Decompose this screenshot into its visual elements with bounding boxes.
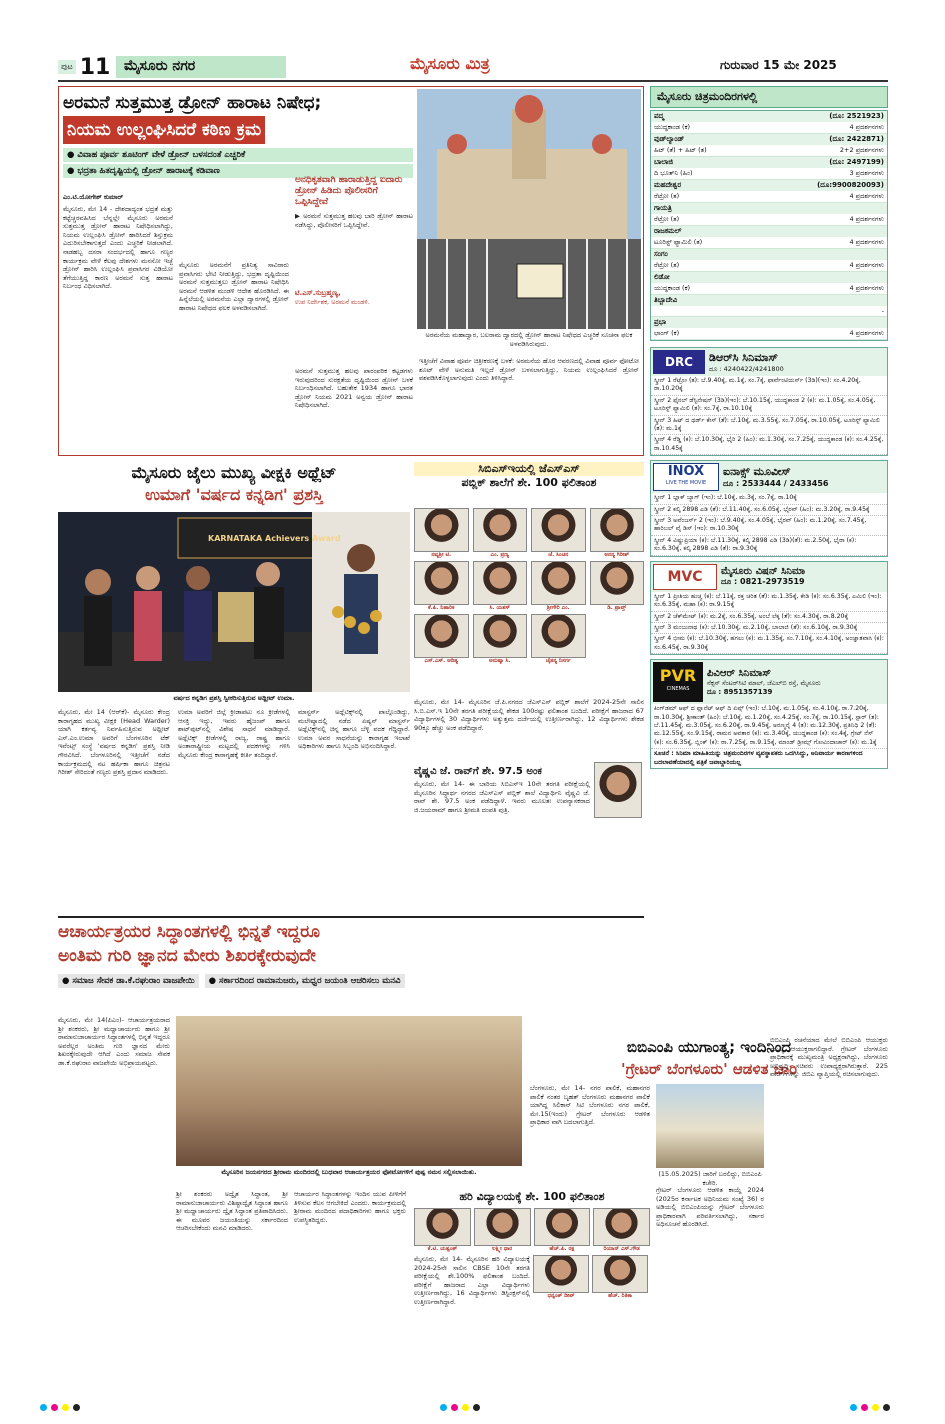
- cyan-dot-icon: [850, 1404, 857, 1411]
- drc-screen-2: ಸ್ಕ್ರೀನ್ 2 ಫೈನಲ್ ಡೆಸ್ಟಿನೇಷನ್ (3ಡಿ)(ಇಂ): ಬೆ.10.15ಕ್ಕೆ, ಯುದ್ಧಕಾಂಡ 2 (ಕ): ಮ.1.05ಕ್ಕೆ, ಸಂ.4.05ಕ್ಕೆ, ಟೂರಿಸ್ಟ್ ಫ್ಯಾಮಿಲಿ (ತ): ಸಂ.7ಕ್ಕೆ, ರಾ.10.10ಕ್ಕೆ: [651, 396, 887, 416]
- theatre-block-0: [651, 111, 887, 134]
- award-banner-text: KARNATAKA Achievers Award: [208, 534, 341, 543]
- drc-screen-1: ಸ್ಕ್ರೀನ್ 1 ರೆಟ್ರೋ (ತ): ಬೆ.9.40ಕ್ಕೆ, ಮ.1ಕ್ಕೆ, ಸಂ.7ಕ್ಕೆ, ಫಾರ್ವೆಂಟಿಯರ್ಸ್ (3ಡಿ)(ಇಂ): ಸಂ.4.20ಕ್ಕೆ, ರಾ.10.20ಕ್ಕೆ: [651, 376, 887, 396]
- drc-logo: DRC: [653, 350, 705, 374]
- student-name: ಚೈತನ್ಯ ನಿಸರ್ಗ: [545, 658, 571, 664]
- cyan-dot-icon: [440, 1404, 447, 1411]
- student-card: [414, 508, 469, 559]
- pvr-header: [651, 660, 887, 704]
- bbmp-headline-line1: ಬಿಬಿಎಂಪಿ ಯುಗಾಂತ್ಯ; ಇಂದಿನಿಂದ: [626, 1038, 792, 1056]
- mvc-screen-4: ಸ್ಕ್ರೀನ್ 4 ಭೀಮ (ಕ): ಬೆ.10.30ಕ್ಕೆ, ಹಗಲು (ಕ): ಮ.1.35ಕ್ಕೆ, ಸಂ.7.10ಕ್ಕೆ, ಸಂ.4.10ಕ್ಕೆ, ಅಂಜ್ಞಾತವಾಸಿ (ಕ): ಸಂ.6.45ಕ್ಕೆ, ರಾ.9.30ಕ್ಕೆ: [651, 634, 887, 654]
- mvc-name: ಮೈಸೂರು ವಿಷನ್ ಸಿನಿಮಾ: [721, 566, 806, 578]
- mvc-screen-3: ಸ್ಕ್ರೀನ್ 3 ಮಂಜುನಾಥ (ಕ): ಬೆ.10.30ಕ್ಕೆ, ಮ.2.10ಕ್ಕೆ, ಬಾಲಾಜಿ (ತೆ): ಸಂ.6.10ಕ್ಕೆ, ರಾ.9.30ಕ್ಕೆ: [651, 623, 887, 634]
- student-card: [414, 614, 469, 665]
- theatre-block-8: [651, 295, 887, 317]
- acharya-headline-line2: ಅಂತಿಮ ಗುರಿ ಜ್ಞಾನದ ಮೇರು ಶಿಖರಕ್ಕೇರುವುದೇ: [58, 946, 316, 966]
- cbse-story: [414, 462, 644, 912]
- student-card: [531, 561, 586, 612]
- inox-tagline: LIVE THE MOVIE: [665, 480, 707, 487]
- theatre-block-3: [651, 180, 887, 203]
- student-card: [473, 614, 528, 665]
- student-card: [590, 508, 645, 559]
- inset-byline: ಟಿ.ಎಸ್.ಸುಬ್ರಹ್ಮಣ್ಯ,: [295, 289, 341, 298]
- student-name: ನವ್ಯಶ್ರೀ ಟಿ.: [431, 552, 452, 558]
- theatre-shows: 3 ಪ್ರದರ್ಶನಗಳು: [849, 169, 884, 177]
- student-name: ಹೆಚ್.ಪಿ. ರಕ್ಷ: [549, 1246, 575, 1252]
- theatre-list: [650, 110, 888, 341]
- palace-photo-caption: ಅರಮನೆಯ ಮಹಾದ್ವಾರ, ಬಲರಾಮ ದ್ವಾರದಲ್ಲಿ ಡ್ರೋನ್ ಹಾರಾಟ ನಿಷೇಧದ ಎಚ್ಚರಿಕೆ ಸೂಚನಾ ಫಲಕ ಅಳವಡಿಸಿರುವುದು.: [425, 331, 633, 348]
- lead-bullet-2-text: ಭದ್ರತಾ ಹಿತದೃಷ್ಟಿಯಲ್ಲಿ ಡ್ರೋನ್ ಹಾರಾಟಕ್ಕೆ ಕಡಿವಾಣ: [77, 166, 220, 176]
- lead-inset: [295, 175, 413, 365]
- palace-photo: [417, 89, 641, 329]
- theatre-name: ಪ್ರಭಾ: [654, 318, 667, 326]
- theatre-block-1: [651, 134, 887, 157]
- student-photo: [474, 1208, 531, 1246]
- inox-screen-4: ಸ್ಕ್ರೀನ್ 4 ವಿಷ್ಣುಪ್ರಿಯಾ (ಕ): ಬೆ.11.30ಕ್ಕೆ, ಕಲ್ಕಿ 2898 ಎಡಿ (3ಡಿ)(ತೆ): ಮ.2.50ಕ್ಕೆ, ಭೈರಾ (ಕ): ಸಂ.6.30ಕ್ಕೆ, ಕಲ್ಕಿ 2898 ಎಡಿ (ತೆ): ರಾ.9.30ಕ್ಕೆ: [651, 536, 887, 556]
- paper-name: ಮೈಸೂರು ಮಿತ್ರ: [410, 54, 490, 73]
- acharya-col-2: ಶ್ರೀ ಶಂಕರರು ಅದ್ವೈತ ಸಿದ್ಧಾಂತ, ಶ್ರೀ ರಾಮಾನುಜಾಚಾರ್ಯರು ವಿಶಿಷ್ಟಾದ್ವೈತ ಸಿದ್ಧಾಂತ ಹಾಗೂ ಶ್ರೀ ಮಧ್ವಾಚಾರ್ಯರು ದ್ವೈತ ಸಿದ್ಧಾಂತ ಪ್ರತಿಪಾದಿಸಿದರು. ಈ ಮೂವರ ಜಯಂತಿಯನ್ನು ಸರ್ಕಾರದಿಂದ ಆಚರಿಸಬೇಕೆಂದು ಮನವಿ ಮಾಡಿದರು.: [176, 1190, 288, 1233]
- yellow-dot-icon: [872, 1404, 879, 1411]
- theatre-name: ರಾಜಕಮಲ್: [654, 227, 682, 235]
- theatre-name: ಸಂಗಂ: [654, 250, 668, 258]
- student-card: [474, 1208, 531, 1253]
- inox-screen-1: ಸ್ಕ್ರೀನ್ 1 ಬ್ಲಾಕ್ ಬ್ಯಾಗ್ (ಇಂ): ಬೆ.10ಕ್ಕೆ, ಮ.3ಕ್ಕೆ, ಸಂ.7ಕ್ಕೆ, ರಾ.10ಕ್ಕೆ: [651, 493, 887, 504]
- student-card: [414, 1208, 471, 1253]
- theatre-shows: -: [881, 307, 884, 315]
- theatre-film: ರೆಟ್ರೋ (ತ): [654, 261, 680, 269]
- bbmp-col-3: ಬಿಬಿಎಂಪಿ ರಚನೆಯಾದ ಮೇಲೆ ಬಿಬಿಎಂಪಿ ಆಯುಕ್ತರು ಮುಖ್ಯ ಆಯುಕ್ತರಾಗಲಿದ್ದಾರೆ. ಗ್ರೇಟರ್ ಬೆಂಗಳೂರು ಪ್ರಾಧಿಕಾರಕ್ಕೆ ಮುಖ್ಯಮಂತ್ರಿ ಅಧ್ಯಕ್ಷರಾಗಿದ್ದು, ಬೆಂಗಳೂರು ಅಭಿವೃದ್ಧಿ ಸಚಿವರು ಉಪಾಧ್ಯಕ್ಷರಾಗಿರುತ್ತಾರೆ. 225 ವಾರ್ಡ್‌ಗಳನ್ನು ಜಿಬಿಎ ವ್ಯಾಪ್ತಿಯಲ್ಲಿ ರಚಿಸಲಾಗುವುದು.: [770, 1036, 888, 1079]
- theatre-shows: 4 ಪ್ರದರ್ಶನಗಳು: [849, 123, 884, 131]
- mvc-screen-2: ಸ್ಕ್ರೀನ್ 2 ಚೆಕ್‌ಮೇಟ್ (ಕ): ಮ.2ಕ್ಕೆ, ಸಂ.6.35ಕ್ಕೆ, ಅಂಬೆ ಲೆಕ್ಕ (ತೆ): ಸಂ.4.30ಕ್ಕೆ, ರಾ.8.20ಕ್ಕೆ: [651, 612, 887, 623]
- lead-headline-line2: ನಿಯಮ ಉಲ್ಲಂಘಿಸಿದರೆ ಕಠಿಣ ಕ್ರಮ: [63, 116, 265, 144]
- inox-logo: [653, 463, 719, 491]
- page-number-block: [58, 55, 110, 79]
- student-photo: [414, 1208, 471, 1246]
- lead-col-3: ಅರಮನೆ ಸುತ್ತಮುತ್ತ ಹಲವು ಪಾರಂಪರಿಕ ಕಟ್ಟಡಗಳು ಇರುವುದರಿಂದ ಸುರಕ್ಷತೆಯ ದೃಷ್ಟಿಯಿಂದ ಡ್ರೋನ್ ಬಳಕೆ ನಿರ್ಬಂಧಿಸಲಾಗಿದೆ. ಬಹುತೇಕ 1934 ಹಾಗೂ ಭಾರತ ಡ್ರೋನ್ ನಿಯಮ 2021 ಅನ್ವಯ ಡ್ರೋನ್ ಹಾರಾಟ ನಿಷೇಧಿಸಲಾಗಿದೆ.: [295, 367, 413, 410]
- acharya-bullet-1-text: ಸಮಾಜ ಸೇವಕ ಡಾ.ಕೆ.ರಘುರಾಂ ವಾಜಪೇಯಿ: [72, 976, 195, 986]
- student-name: ಎಸ್.ಎಸ್. ಆದಿತ್ಯ: [424, 658, 458, 664]
- lead-byline: ಎಂ.ಟಿ.ಯೋಗೇಶ್ ಕುಮಾರ್: [63, 193, 124, 201]
- inox-cinemas: [650, 460, 888, 556]
- student-name: ಜೆ. ಸಿಂಚನ: [548, 552, 569, 558]
- section-title: ಮೈಸೂರು ನಗರ: [116, 56, 286, 78]
- vidyalaya-body: ಮೈಸೂರು, ಮೇ 14- ಮೈಸೂರಿನ ಹರಿ ವಿದ್ಯಾಲಯಕ್ಕೆ 2024-25ನೇ ಸಾಲಿನ CBSE 10ನೇ ತರಗತಿ ಪರೀಕ್ಷೆಯಲ್ಲಿ ಶೇ.100% ಫಲಿತಾಂಶ ಬಂದಿದೆ. ಪರೀಕ್ಷೆಗೆ ಹಾಜರಾದ ಎಲ್ಲಾ ವಿದ್ಯಾರ್ಥಿಗಳು ಉತ್ತೀರ್ಣರಾಗಿದ್ದು, 16 ವಿದ್ಯಾರ್ಥಿಗಳು ಡಿಸ್ಟಿಂಕ್ಷನ್‌ನಲ್ಲಿ ಉತ್ತೀರ್ಣರಾಗಿದ್ದಾರೆ.: [414, 1255, 530, 1306]
- acharya-col-3: ಆಚಾರ್ಯರ ಸಿದ್ಧಾಂತಗಳನ್ನು ಇಂದಿನ ಯುವ ಪೀಳಿಗೆಗೆ ತಿಳಿಸುವ ಕೆಲಸ ಆಗಬೇಕಿದೆ ಎಂದರು. ಕಾರ್ಯಕ್ರಮದಲ್ಲಿ ಶ್ರೀರಾಮ ಮಂದಿರದ ಪದಾಧಿಕಾರಿಗಳು ಹಾಗೂ ಭಕ್ತರು ಉಪಸ್ಥಿತರಿದ್ದರು.: [294, 1190, 406, 1224]
- student-name: ಶ್ರೀಗೌರಿ ಎಂ.: [546, 605, 570, 611]
- mvc-cinemas: [650, 561, 888, 655]
- student-photo: [531, 614, 586, 658]
- lead-col-1: ಮೈಸೂರು, ಮೇ 14 - ದೇಶದಾದ್ಯಂತ ಭದ್ರತೆ ಮತ್ತು ಕಟ್ಟೆಚ್ಚರವಹಿಸಿದ ಬೆನ್ನಲ್ಲೇ ಮೈಸೂರು ಅರಮನೆ ಸುತ್ತಮುತ್ತ ಡ್ರೋನ್ ಹಾರಾಟ ನಿಷೇಧಿಸಲಾಗಿದ್ದು, ನಿಯಮ ಉಲ್ಲಂಘಿಸಿ ಡ್ರೋನ್ ಹಾರಿಸಿದರೆ ಶಿಸ್ತುಕ್ರಮ ಎದುರಿಸಬೇಕಾಗುತ್ತದೆ ಎಂದು ಎಚ್ಚರಿಕೆ ನೀಡಲಾಗಿದೆ. ನಾಡಹಬ್ಬ ದಸರಾ ಸಂದರ್ಭದಲ್ಲಿ ಹಾಗೂ ಗಣ್ಯರ ಕಾರ್ಯಕ್ರಮ ವೇಳೆ ಕೆಲವು ದೇಶಗಳು ಮನಸೋ ಇಚ್ಛೆ ಡ್ರೋನ್ ಹಾರಿಸಿ ಉಲ್ಲಂಘಿಸಿ ಪ್ರವಾಸಿಗರ ವಿಡಿಯೋ ತೆಗೆಯುತ್ತಿದ್ದ ಕಾರಣ ಅರಮನೆ ಸುತ್ತ ಹಾರಾಟ ನಿರ್ಬಂಧ ವಿಧಿಸಲಾಗಿದೆ.: [63, 205, 173, 291]
- theatre-name: ತಿಬ್ಬಾದೇವಿ: [654, 296, 678, 304]
- theatre-film: ರೆಟ್ರೋ (ತ): [654, 192, 680, 200]
- drc-screen-4: ಸ್ಕ್ರೀನ್ 4 ರೆಡ್ಡಿ (ಕ): ಬೆ.10.30ಕ್ಕೆ, ಭೈರಿ 2 (ಹಿಂ): ಮ.1.30ಕ್ಕೆ, ಸಂ.7.25ಕ್ಕೆ, ಯುದ್ಧಕಾಂಡ (ಕ): ಸಂ.4.25ಕ್ಕೆ, ರಾ.10.45ಕ್ಕೆ: [651, 435, 887, 455]
- cbse-student-grid: [414, 508, 644, 665]
- cbse-sub-body: ಮೈಸೂರು, ಮೇ 14- ಈ ಬಾರಿಯ ಸಿಬಿಎಸ್‌ಇ 10ನೇ ತರಗತಿ ಪರೀಕ್ಷೆಯಲ್ಲಿ ಮೈಸೂರಿನ ಸಿದ್ಧಾರ್ಥ ನಗರದ ಜೆಎಸ್‌ಎಸ್ ಪಬ್ಲಿಕ್ ಶಾಲೆ ವಿದ್ಯಾರ್ಥಿನಿ ವೈಷ್ಣವಿ ಜೆ. ರಾವ್ ಶೇ. 97.5 ಅಂಕ ಪಡೆದಿದ್ದಾಳೆ. ಇವರು ಮೂಲತಃ ಉಪನ್ಯಾಸಕರಾದ ಜಿ.ಜಯರಾಮ್ ಹಾಗೂ ಶ್ರೀಮತಿ ದಂಪತಿ ಪುತ್ರಿ.: [414, 780, 590, 814]
- theatre-block-5: [651, 226, 887, 249]
- theatre-shows: 4 ಪ್ರದರ್ಶನಗಳು: [849, 192, 884, 200]
- magenta-dot-icon: [451, 1404, 458, 1411]
- issue-date: ಗುರುವಾರ 15 ಮೇ 2025: [720, 58, 837, 72]
- drc-cinemas: [650, 347, 888, 456]
- yellow-dot-icon: [62, 1404, 69, 1411]
- student-card: [473, 508, 528, 559]
- bbmp-story: [530, 1036, 888, 1396]
- theatre-film: ಯುದ್ಧಕಾಂಡ (ಕ): [654, 284, 691, 292]
- cbse-body: ಮೈಸೂರು, ಮೇ 14- ಮೈಸೂರಿನ ಜೆ.ಪಿ.ನಗರದ ಜೆಎಸ್‌ಎಸ್ ಪಬ್ಲಿಕ್ ಶಾಲೆಗೆ 2024-25ನೇ ಸಾಲಿನ ಸಿ.ಬಿ.ಎಸ್.ಇ 10ನೇ ತರಗತಿ ಪರೀಕ್ಷೆಯಲ್ಲಿ ಶೇಕಡ 100ರಷ್ಟು ಫಲಿತಾಂಶ ಬಂದಿದೆ. ಪರೀಕ್ಷೆಗೆ ಹಾಜರಾದ 67 ವಿದ್ಯಾರ್ಥಿಗಳಲ್ಲಿ 30 ವಿದ್ಯಾರ್ಥಿಗಳು ಅತ್ಯುತ್ತಮ ದರ್ಜೆಯಲ್ಲಿ ಉತ್ತೀರ್ಣರಾಗಿದ್ದು, 12 ವಿದ್ಯಾರ್ಥಿಗಳು ಶೇಕಡ 90ಕ್ಕೂ ಹೆಚ್ಚು ಅಂಕ ಪಡೆದಿದ್ದಾರೆ.: [414, 698, 644, 732]
- pvr-logo: [653, 662, 703, 702]
- acharya-bullet-1: ● ಸಮಾಜ ಸೇವಕ ಡಾ.ಕೆ.ರಘುರಾಂ ವಾಜಪೇಯಿ: [58, 974, 199, 988]
- theatre-block-6: [651, 249, 887, 272]
- theatre-shows: 4 ಪ್ರದರ್ಶನಗಳು: [849, 215, 884, 223]
- bbmp-col-1: ಬೆಂಗಳೂರು, ಮೇ 14- ನಗರ ಪಾಲಿಕೆ, ಮಹಾನಗರ ಪಾಲಿಕೆ ನಂತರ ಬೃಹತ್ ಬೆಂಗಳೂರು ಮಹಾನಗರ ಪಾಲಿಕೆ ಯಾಗಿದ್ದ ಸಿಲಿಕಾನ್ ಸಿಟಿ ಬೆಂಗಳೂರು ನಗರ ಪಾಲಿಕೆ, ಮೇ.15(ಇಂದು) ಗ್ರೇಟರ್ ಬೆಂಗಳೂರು ಆಡಳಿತ ಪ್ರಾಧಿಕಾರ ವಾಗಿ ಬದಲಾಗುತ್ತಿದೆ.: [530, 1084, 650, 1127]
- student-name: ಅನನ್ಯ ಗಿರೀಶ್: [604, 552, 630, 558]
- pvr-logo-text: PVR: [659, 666, 697, 686]
- cyan-dot-icon: [40, 1404, 47, 1411]
- theatre-name: ವುಡ್‌ಲ್ಯಾಂಡ್: [654, 135, 685, 143]
- theatre-phone: (ದೂ: 2521923): [829, 112, 884, 120]
- student-name: ಕೆ.ಪಿ. ನಿಹಾರಿಕ: [427, 605, 455, 611]
- cbse-sub-headline: ವೈಷ್ಣವಿ ಜೆ. ರಾವ್‌ಗೆ ಶೇ. 97.5 ಅಂಕ: [414, 766, 542, 777]
- bbmp-photo-caption: (15.05.2025) ಜಾರಿಗೆ ಬರಲಿದ್ದು, ಬಿಬಿಎಂಪಿ ಕಚೇರಿ.: [658, 1170, 762, 1187]
- cinema-notice: ಸೂಚನೆ : ಸಿನಿಮಾ ಮಾಹಿತಿಯನ್ನು ಚಿತ್ರಮಂದಿರಗಳ ವ್ಯವಸ್ಥಾಪಕರು ಒದಗಿಸಿದ್ದು, ಅನಿವಾರ್ಯ ಕಾರಣಗಳಿಂದ ಬದಲಾವಣೆಯಾದಲ್ಲಿ ಪತ್ರಿಕೆ ಜವಾಬ್ದಾರಿಯಲ್ಲ: [654, 750, 863, 766]
- jail-col-2: ಉಮಾ ಅವರಿಗೆ ಜಿಲ್ಲೆ ಕ್ರೀಡಾಪಟು ನೂ ಕ್ರೀಡೆಗಳಲ್ಲಿ ಆಸಕ್ತಿ ಇದ್ದು, ಇವರು ಹೈಜಂಪ್ ಹಾಗೂ ಶಾಟ್‌ಪುಟ್‌ನಲ್ಲಿ ವಿಶೇಷ ಸಾಧನೆ ಮಾಡಿದ್ದಾರೆ. ಅಥ್ಲೆಟಿಕ್ಸ್ ಕ್ರೀಡೆಗಳಲ್ಲಿ ರಾಜ್ಯ, ರಾಷ್ಟ್ರ ಹಾಗೂ ಅಂತಾರಾಷ್ಟ್ರೀಯ ಮಟ್ಟದಲ್ಲಿ ಪದಕಗಳನ್ನು ಗಳಿಸಿ ಮೈಸೂರು ಕೇಂದ್ರ ಕಾರಾಗೃಹಕ್ಕೆ ಕೀರ್ತಿ ತಂದಿದ್ದಾರೆ.: [178, 708, 290, 759]
- acharya-headline-line1: ಆಚಾರ್ಯತ್ರಯರ ಸಿದ್ಧಾಂತಗಳಲ್ಲಿ ಭಿನ್ನತೆ ಇದ್ದರೂ: [58, 922, 321, 942]
- student-card: [590, 561, 645, 612]
- theatre-film: ಛಾಂಗ್ (ಕ): [654, 329, 680, 337]
- yellow-dot-icon: [462, 1404, 469, 1411]
- theatre-film: ರೆಟ್ರೋ (ತ): [654, 215, 680, 223]
- theatre-film: ಯುದ್ಧಕಾಂಡ (ಕ): [654, 123, 691, 131]
- inox-logo-text: INOX: [667, 464, 705, 480]
- registration-marks-center: [440, 1404, 480, 1411]
- black-dot-icon: [883, 1404, 890, 1411]
- lead-col-4: ಇತ್ತೀಚೆಗೆ ವಿವಾಹ ಪೂರ್ವ ಚಿತ್ರೀಕರಣಕ್ಕೆ ಬಳಕೆ: ಅರಮನೆಯ ಹೊರ ಆವರಣದಲ್ಲಿ ವಿವಾಹ ಪೂರ್ವ ಫೋಟೋ ಶೂಟ್ ವೇಳೆ ಅನುಮತಿ ಇಲ್ಲದೆ ಡ್ರೋನ್ ಬಳಸಲಾಗುತ್ತಿದ್ದು, ನಿಯಮ ಉಲ್ಲಂಘಿಸಿದರೆ ಡ್ರೋನ್ ವಶಪಡಿಸಿಕೊಳ್ಳಲಾಗುವುದು ಎಂದು ತಿಳಿಸಿದ್ದಾರೆ.: [419, 357, 639, 383]
- acharya-event-photo: [176, 1016, 522, 1166]
- vaishnavi-photo: [594, 762, 642, 818]
- theatre-shows: 4 ಪ್ರದರ್ಶನಗಳು: [849, 284, 884, 292]
- vidyalaya-headline: ಹರಿ ವಿದ್ಯಾಲಯಕ್ಕೆ ಶೇ. 100 ಫಲಿತಾಂಶ: [459, 1190, 605, 1203]
- student-photo: [473, 561, 528, 605]
- jail-story: [58, 462, 410, 912]
- theatre-block-9: [651, 317, 887, 340]
- jail-col-3: ಮಾಸ್ಟರ್ಸ್ ಅಥ್ಲೆಟಿಕ್ಸ್‌ನಲ್ಲಿ ಪಾಲ್ಗೊಂಡಿದ್ದು, ಮಲೇಷ್ಯಾದಲ್ಲಿ ನಡೆದ ಏಷ್ಯನ್ ಮಾಸ್ಟರ್ಸ್ ಅಥ್ಲೆಟಿಕ್ಸ್‌ನಲ್ಲಿ ಚಿನ್ನ ಹಾಗೂ ಬೆಳ್ಳಿ ಪದಕ ಗೆದ್ದಿದ್ದಾರೆ. ಉಮಾ ಅವರ ಸಾಧನೆಯನ್ನು ಕಾರಾಗೃಹ ಇಲಾಖೆ ಅಧಿಕಾರಿಗಳು ಹಾಗೂ ಸಿಬ್ಬಂದಿ ಅಭಿನಂದಿಸಿದ್ದಾರೆ.: [298, 708, 410, 751]
- bbmp-col-2: ಗ್ರೇಟರ್ ಬೆಂಗಳೂರು ಆಡಳಿತ ಕಾಯ್ದೆ 2024 (2025ರ ಕರ್ನಾಟಕ ಅಧಿನಿಯಮ ಸಂಖ್ಯೆ 36) ರ ಅಡಿಯಲ್ಲಿ ಬಿಬಿಎಂಪಿಯನ್ನು ಗ್ರೇಟರ್ ಬೆಂಗಳೂರು ಪ್ರಾಧಿಕಾರವಾಗಿ ಪರಿವರ್ತಿಸಲಾಗಿದ್ದು, ಸರ್ಕಾರ ಅಧಿಸೂಚನೆ ಹೊರಡಿಸಿದೆ.: [656, 1186, 764, 1229]
- student-card: [473, 561, 528, 612]
- inox-screen-2: ಸ್ಕ್ರೀನ್ 2 ಕಲ್ಕಿ 2898 ಎಡಿ (ತೆ): ಬೆ.11.40ಕ್ಕೆ, ಸಂ.6.05ಕ್ಕೆ, ಭೈರವ್ (ಹಿಂ): ಮ.3.20ಕ್ಕೆ, ರಾ.9.45ಕ್ಕೆ: [651, 505, 887, 516]
- page-number: 11: [79, 54, 111, 80]
- theatre-block-7: [651, 272, 887, 295]
- inox-phone: ದೂ : 2533444 / 2433456: [723, 479, 829, 489]
- student-name: ಕೆ.ಟಿ. ಯಶ್ವಂತ್: [427, 1246, 458, 1252]
- mvc-logo: MVC: [653, 564, 717, 590]
- acharya-col-1: ಮೈಸೂರು, ಮೇ 14(ಪಿಎಂ)- ಆಚಾರ್ಯತ್ರಯರಾದ ಶ್ರೀ ಶಂಕರರು, ಶ್ರೀ ಮಧ್ವಾಚಾರ್ಯರು ಹಾಗೂ ಶ್ರೀ ರಾಮಾನುಜಾಚಾರ್ಯರ ಸಿದ್ಧಾಂತಗಳಲ್ಲಿ ಭಿನ್ನತೆ ಇದ್ದರೂ ಅವರೆಲ್ಲರ ಅಂತಿಮ ಗುರಿ ಜ್ಞಾನದ ಮೇರು ಶಿಖರಕ್ಕೇರುವುದೇ ಆಗಿದೆ ಎಂದು ಸಮಾಜ ಸೇವಕ ಡಾ.ಕೆ.ರಘುರಾಂ ವಾಜಪೇಯಿ ಅಭಿಪ್ರಾಯಪಟ್ಟರು.: [58, 1016, 170, 1067]
- student-name: ಹೆಚ್. ರಿತಿಕಾ: [608, 1293, 632, 1299]
- page-label: ಪುಟ: [58, 60, 76, 74]
- theatre-name: ಪದ್ಮ: [654, 112, 664, 120]
- jail-headline-line1: ಮೈಸೂರು ಜೈಲು ಮುಖ್ಯ ವೀಕ್ಷಕಿ ಅಥ್ಲೆಟ್: [131, 463, 337, 482]
- theatre-phone: (ದೂ: 2422871): [829, 135, 884, 143]
- student-name: ಧನ್ವಂತ್ ದೀಪ್: [547, 1293, 575, 1299]
- theatre-shows: 4 ಪ್ರದರ್ಶನಗಳು: [849, 261, 884, 269]
- pvr-logo-sub: CINEMAS: [666, 686, 690, 693]
- registration-marks-left: [40, 1404, 80, 1411]
- drc-name: ಡಿಆರ್‌ಸಿ ಸಿನಿಮಾಸ್: [709, 350, 778, 364]
- student-name: ಡಿ. ಪ್ರಾಪ್ತ್: [607, 605, 627, 611]
- magenta-dot-icon: [51, 1404, 58, 1411]
- cbse-headline-line1: ಸಿಬಿಎಸ್‌ಇಯಲ್ಲಿ ಜೆಎಸ್‌ಎಸ್: [414, 462, 644, 476]
- drc-header: [651, 348, 887, 376]
- inset-body: ▶ ಅರಮನೆ ಸುತ್ತಮುತ್ತ ಹಲವು ಬಾರಿ ಡ್ರೋನ್ ಹಾರಾಟ ನಡೆಸಿದ್ದು, ಪೊಲೀಸರಿಗೆ ಒಪ್ಪಿಸಿದ್ದೇವೆ.: [295, 212, 413, 229]
- student-card: [531, 614, 586, 665]
- student-photo: [531, 561, 586, 605]
- pvr-phone: ದೂ : 8951357139: [707, 687, 773, 696]
- cbse-headline-line2: ಪಬ್ಲಿಕ್ ಶಾಲೆಗೆ ಶೇ. 100 ಫಲಿತಾಂಶ: [461, 476, 597, 489]
- student-photo: [473, 508, 528, 552]
- theatre-film: ಟೂರಿಸ್ಟ್ ಫ್ಯಾಮಿಲಿ (ತ): [654, 238, 703, 246]
- theatre-block-2: [651, 157, 887, 180]
- masthead-rule: [58, 80, 888, 82]
- student-name: ಅನುಷ್ಕಾ ಸಿ.: [488, 658, 511, 664]
- pvr-listing: ಕಿಂಗ್‌ಡಮ್ ಆಫ್ ದ ಪ್ಲಾನೆಟ್ ಆಫ್ ದಿ ಏಪ್ಸ್ (ಇಂ): ಬೆ.10ಕ್ಕೆ, ಮ.1.05ಕ್ಕೆ, ಸಂ.4.10ಕ್ಕೆ, ರಾ.7.20ಕ್ಕೆ, ರಾ.10.30ಕ್ಕೆ, ಶ್ರೀಕಾಂತ್ (ಹಿಂ): ಬೆ.10ಕ್ಕೆ, ಮ.1.20ಕ್ಕೆ, ಸಂ.4.25ಕ್ಕೆ, ಸಂ.7ಕ್ಕೆ, ರಾ.10.15ಕ್ಕೆ, ಸ್ಟಾರ್ (ತ): ಬೆ.11.45ಕ್ಕೆ, ಮ.3.05ಕ್ಕೆ, ಸಂ.6.20ಕ್ಕೆ, ರಾ.9.45ಕ್ಕೆ, ಅರಣ್ಮನೈ 4 (ತ): ಮ.12.30ಕ್ಕೆ, ಪ್ರತಿನಿಧಿ 2 (ತೆ): ಮ.12.55ಕ್ಕೆ, ಸಂ.9.15ಕ್ಕೆ, ರಾಮನ ಅವತಾರ (ಕ): ಮ.3.40ಕ್ಕೆ, ಯುದ್ಧಕಾಂಡ (ಕ): ಸಂ.4ಕ್ಕೆ, ಗ್ರೇಟ್ ನೆಸ್ (ಕ): ಸಂ.6.35ಕ್ಕೆ, ಬ್ಲಿಂಕ್ (ಕ): ರಾ.7.25ಕ್ಕೆ, ರಾ.9.15ಕ್ಕೆ, ಮಾಂಡ್ ಡ್ರೀಮ್ಸ್ ಗೋವಿಂದಾಚಾರ್ (ಕ): ಮ.1ಕ್ಕೆ: [651, 704, 887, 749]
- theatre-name: ಮಹದೇಶ್ವರ: [654, 181, 682, 189]
- theatre-phone: (ದೂ: 2497199): [829, 158, 884, 166]
- theatre-phone: (ದೂ:9900820093): [817, 181, 884, 189]
- lead-bullet-1-text: ವಿವಾಹ ಪೂರ್ವ ಶೂಟಿಂಗ್ ವೇಳೆ ಡ್ರೋನ್ ಬಳಸದಂತೆ ಎಚ್ಚರಿಕೆ: [77, 150, 246, 160]
- theatre-film: ದಿ ಭೂತ್‌ನಿ (ಹಿಂ): [654, 169, 693, 177]
- mvc-header: [651, 562, 887, 592]
- lead-bullet-1: ● ವಿವಾಹ ಪೂರ್ವ ಶೂಟಿಂಗ್ ವೇಳೆ ಡ್ರೋನ್ ಬಳಸದಂತೆ ಎಚ್ಚರಿಕೆ: [63, 148, 413, 162]
- bbmp-office-photo: [656, 1084, 764, 1168]
- student-card: [414, 561, 469, 612]
- theatre-name: ಗಾಯತ್ರಿ: [654, 204, 672, 212]
- jail-col-1: ಮೈಸೂರು, ಮೇ 14 (ಆರ್‌ಕೆ)- ಮೈಸೂರು ಕೇಂದ್ರ ಕಾರಾಗೃಹದ ಮುಖ್ಯ ವೀಕ್ಷಕಿ (Head Warder) ಯಾಗಿ ಕರ್ತವ್ಯ ನಿರ್ವಹಿಸುತ್ತಿರುವ ಅಥ್ಲೀಟ್ ಎಸ್.ಎಂ.ಉಮಾ ಅವರಿಗೆ ಬೆಂಗಳೂರಿನ ಟೆಕ್ ಇವೆಂಟ್ಸ್ ಸಂಸ್ಥೆ 'ವರ್ಷದ ಕನ್ನಡಿಗ' ಪ್ರಶಸ್ತಿ ನೀಡಿ ಗೌರವಿಸಿದೆ. ಬೆಂಗಳೂರಿನಲ್ಲಿ ಇತ್ತೀಚೆಗೆ ನಡೆದ ಕಾರ್ಯಕ್ರಮದಲ್ಲಿ ನಟ ಹರ್ಷಿಕಾ ಹಾಗೂ ಚಿತ್ರನಟ ಗಿರೀಶ್ ಸೇರಿದಂತೆ ಗಣ್ಯರು ಪ್ರಶಸ್ತಿ ಪ್ರದಾನ ಮಾಡಿದರು.: [58, 708, 170, 777]
- drc-phone: ದೂ : 4240422/4241800: [709, 364, 784, 373]
- student-photo: [531, 508, 586, 552]
- mvc-screen-1: ಸ್ಕ್ರೀನ್ 1 ಪ್ರೀತಿಯ ಹುಚ್ಚ (ಕ): ಬೆ.11ಕ್ಕೆ, ರಕ್ತ ಚರಿತ (ತೆ): ಮ.1.35ಕ್ಕೆ, ಕೇಡಿ (ಕ): ಸಂ.6.35ಕ್ಕೆ, ಎಮಿಲಿ (ಇಂ): ಸಂ.6.35ಕ್ಕೆ, ಮಹಾ (ಕ): ರಾ.9.15ಕ್ಕೆ: [651, 592, 887, 612]
- lead-bullet-2: ● ಭದ್ರತಾ ಹಿತದೃಷ್ಟಿಯಲ್ಲಿ ಡ್ರೋನ್ ಹಾರಾಟಕ್ಕೆ ಕಡಿವಾಣ: [63, 164, 413, 178]
- bbmp-headline-line2: 'ಗ್ರೇಟರ್ ಬೆಂಗಳೂರು' ಆಡಳಿತ ಜಾರಿ: [620, 1060, 797, 1078]
- theatre-film: ಹಿಟ್ (ತೆ) + ಹಿಟ್ (ತ): [654, 146, 707, 154]
- student-photo: [590, 508, 645, 552]
- theatre-name: ಬಾಲಾಜಿ: [654, 158, 673, 166]
- pvr-name: ಪಿವಿಆರ್ ಸಿನಿಮಾಸ್: [707, 667, 771, 679]
- acharya-photo-caption: ಮೈಸೂರಿನ ಜಯನಗರದ ಶ್ರೀರಾಮ ಮಂದಿರದಲ್ಲಿ ಬುಧವಾರ ಆಚಾರ್ಯತ್ರಯರ ಫೋಟೋಗಳಿಗೆ ಪುಷ್ಪ ನಮನ ಸಲ್ಲಿಸಲಾಯಿತು.: [221, 1168, 477, 1176]
- black-dot-icon: [73, 1404, 80, 1411]
- inox-screen-3: ಸ್ಕ್ರೀನ್ 3 ಅವೆಂಜರ್ಸ್ 2 (ಇಂ): ಬೆ.9.40ಕ್ಕೆ, ಸಂ.4.05ಕ್ಕೆ, ಭೈರವ್ (ಹಿಂ): ಮ.1.20ಕ್ಕೆ, ಸಂ.7.45ಕ್ಕೆ, ಹಾರಿಬಲ್ ವೈ ಡಿಸ್ (ಇಂ): ರಾ.10.30ಕ್ಕೆ: [651, 516, 887, 536]
- drc-screen-3: ಸ್ಕ್ರೀನ್ 3 ಹಿಟ್ ದ ಥರ್ಡ್ ಕೇಸ್ (ತೆ): ಬೆ.10ಕ್ಕೆ, ಮ.3.55ಕ್ಕೆ, ಸಂ.7.05ಕ್ಕೆ, ರಾ.10.05ಕ್ಕೆ, ಟೂರಿಸ್ಟ್ ಫ್ಯಾಮಿಲಿ (ತ): ಮ.1ಕ್ಕೆ: [651, 416, 887, 436]
- registration-marks-right: [850, 1404, 890, 1411]
- student-name: ಸಿ. ಯಶಸ್: [489, 605, 511, 611]
- student-card: [531, 508, 586, 559]
- palace-illustration: [417, 89, 641, 329]
- theatre-name: ಲಿಡೋ: [654, 273, 670, 281]
- inox-name: ಐನಾಕ್ಸ್ ಮೂವೀಸ್: [723, 465, 791, 479]
- inox-header: [651, 461, 887, 493]
- theatre-shows: 2+2 ಪ್ರದರ್ಶನಗಳು: [839, 146, 884, 154]
- student-name: ಎಂ. ಪ್ರಣ್ಯ: [490, 552, 509, 558]
- cinema-title: ಮೈಸೂರು ಚಿತ್ರಮಂದಿರಗಳಲ್ಲಿ: [650, 86, 888, 108]
- pvr-address: ನೆಕ್ಸಸ್ ಸೆಂಟರ್‌ಸಿಟಿ ಮಾಲ್, ಜೆಎಲ್‌ಬಿ ರಸ್ತೆ, ಮೈಸೂರು: [707, 678, 821, 687]
- masthead: [0, 52, 945, 82]
- cinema-column: [650, 86, 888, 1032]
- magenta-dot-icon: [861, 1404, 868, 1411]
- lead-col-2: ಮೈಸೂರು ಅರಮನೆಗೆ ಪ್ರತಿನಿತ್ಯ ಸಾವಿರಾರು ಪ್ರವಾಸಿಗರು ಭೇಟಿ ನೀಡುತ್ತಿದ್ದು, ಭದ್ರತಾ ದೃಷ್ಟಿಯಿಂದ ಅರಮನೆ ಸುತ್ತಮುತ್ತಲು ಡ್ರೋನ್ ಹಾರಾಟ ನಿಷೇಧಿಸಿ ಅರಮನೆ ಆಡಳಿತ ಮಂಡಳಿ ಆದೇಶ ಹೊರಡಿಸಿದೆ. ಈ ಹಿನ್ನೆಲೆಯಲ್ಲಿ ಅರಮನೆಯ ಎಲ್ಲಾ ದ್ವಾರಗಳಲ್ಲಿ ಡ್ರೋನ್ ಹಾರಾಟ ನಿಷೇಧದ ಫಲಕ ಅಳವಡಿಸಲಾಗಿದೆ.: [179, 261, 289, 312]
- pvr-cinemas: [650, 659, 888, 769]
- student-photo: [414, 561, 469, 605]
- award-photo-caption: ವರ್ಷದ ಕನ್ನಡಿಗ ಪ್ರಶಸ್ತಿ ಸ್ವೀಕರಿಸುತ್ತಿರುವ ಅಥ್ಲೀಟ್ ಉಮಾ.: [173, 694, 295, 702]
- student-photo: [414, 508, 469, 552]
- jail-headline-line2: ಉಮಾಗೆ 'ವರ್ಷದ ಕನ್ನಡಿಗ' ಪ್ರಶಸ್ತಿ: [145, 485, 323, 504]
- inset-headline: ಅನಧಿಕೃತವಾಗಿ ಹಾರಾಡುತ್ತಿದ್ದ ಐದಾರು ಡ್ರೋನ್ ಹಿಡಿದು ಪೊಲೀಸರಿಗೆ ಒಪ್ಪಿಸಿದ್ದೇವೆ: [295, 175, 403, 207]
- black-dot-icon: [473, 1404, 480, 1411]
- theatre-shows: 4 ಪ್ರದರ್ಶನಗಳು: [849, 329, 884, 337]
- lead-story: [58, 86, 644, 456]
- inset-role: ಉಪ ನಿರ್ದೇಶಕ, ಅರಮನೆ ಮಂಡಳಿ.: [295, 298, 370, 307]
- section-divider: [58, 916, 644, 918]
- student-photo: [414, 614, 469, 658]
- student-name: ಲಕ್ಷ್ಮೀ ಧಾರ: [492, 1246, 513, 1252]
- theatre-block-4: [651, 203, 887, 226]
- student-name: ರಿಯಾನ್ ಎಸ್.ಗೌಡ: [603, 1246, 640, 1252]
- lead-headline-line1: ಅರಮನೆ ಸುತ್ತಮುತ್ತ ಡ್ರೋನ್ ಹಾರಾಟ ನಿಷೇಧ;: [63, 93, 322, 113]
- acharya-bullet-2: ● ಸರ್ಕಾರದಿಂದ ರಾಮಾನುಜರು, ಮಧ್ವರ ಜಯಂತಿ ಆಚರಿಸಲು ಮನವಿ: [205, 974, 405, 988]
- student-photo: [473, 614, 528, 658]
- mvc-phone: ದೂ : 0821-2973519: [721, 577, 805, 587]
- acharya-bullet-2-text: ಸರ್ಕಾರದಿಂದ ರಾಮಾನುಜರು, ಮಧ್ವರ ಜಯಂತಿ ಆಚರಿಸಲು ಮನವಿ: [218, 976, 401, 986]
- student-photo: [590, 561, 645, 605]
- theatre-shows: 4 ಪ್ರದರ್ಶನಗಳು: [849, 238, 884, 246]
